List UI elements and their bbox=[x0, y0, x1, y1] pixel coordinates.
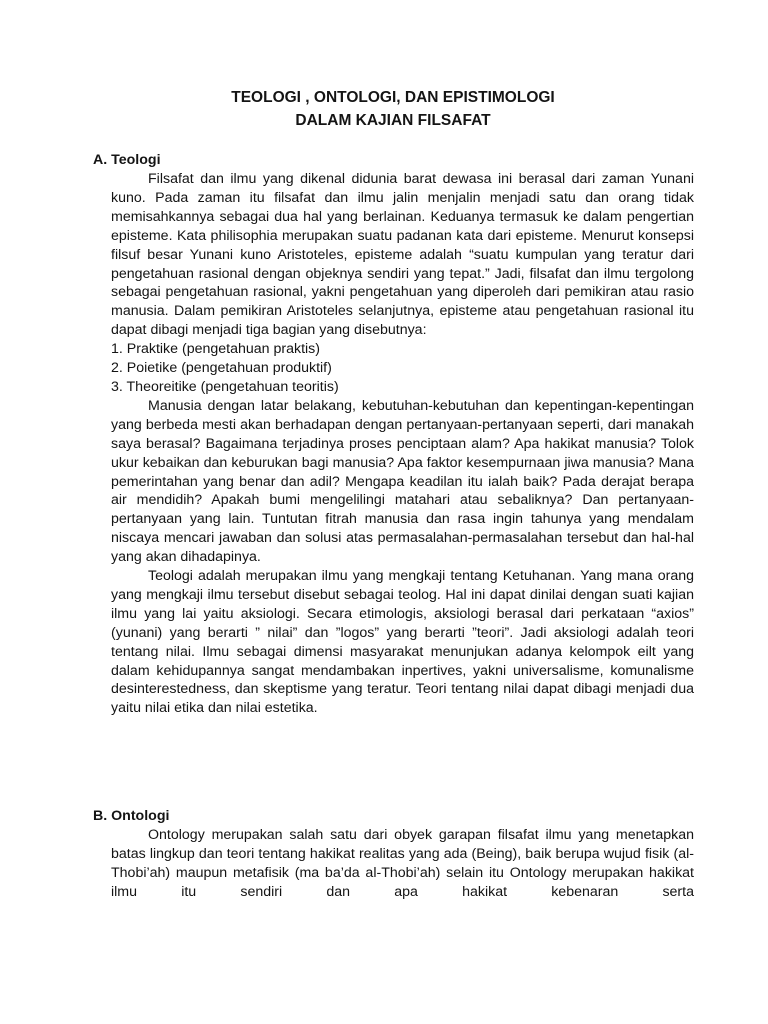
list-item: 1. Praktike (pengetahuan praktis) bbox=[111, 341, 320, 358]
section-a-body bbox=[111, 170, 694, 718]
section-a-heading: A. Teologi bbox=[93, 152, 161, 168]
section-a-paragraph-3: Teologi adalah merupakan ilmu yang mengkaji tentang Ketuhanan. Yang mana orang yang mengkaji ilmu tersebut disebut sebagai teolog. Hal ini dapat dinilai dengan suati kajian ilmu yang lai yaitu aksiologi. Secara etimologis, aksiologi berasal dari perkataan “axios” (yunani) yang berarti ” nilai” dan ”logos” yang berarti ”teori”. Jadi aksiologi adalah teori tentang nilai. Ilmu sebagai dimensi masyarakat menunjukan adanya kelompok eilt yang dalam kehidupannya sangat mendambakan inpertives, yakni universalisme, komunalisme desinterestedness, dan skeptisme yang teratur. Teori tentang nilai dapat dibagi menjadi dua yaitu nilai etika dan nilai estetika. bbox=[111, 568, 694, 717]
document-title bbox=[0, 86, 768, 132]
section-a-paragraph-1: Filsafat dan ilmu yang dikenal didunia barat dewasa ini berasal dari zaman Yunani kuno. Pada zaman itu filsafat dan ilmu jalin menjalin menjadi satu dan orang tidak memisahkannya sebagai dua hal yang berlainan. Keduanya termasuk ke dalam pengertian episteme. Kata philisophia merupakan suatu padanan kata dari episteme. Menurut konsepsi filsuf besar Yunani kuno Aristoteles, episteme adalah “suatu kumpulan yang teratur dari pengetahuan rasional dengan objeknya sendiri yang tepat.” Jadi, filsafat dan ilmu tergolong sebagai pengetahuan rasional, yakni pengetahuan yang diperoleh dari pemikiran atau rasio manusia. Dalam pemikiran Aristoteles selanjutnya, episteme atau pengetahuan rasional itu dapat dibagi menjadi tiga bagian yang disebutnya: bbox=[111, 171, 694, 339]
title-line-2: DALAM KAJIAN FILSAFAT bbox=[295, 112, 491, 129]
title-line-1: TEOLOGI , ONTOLOGI, DAN EPISTIMOLOGI bbox=[231, 89, 555, 106]
list-item: 3. Theoreitike (pengetahuan teoritis) bbox=[111, 378, 339, 395]
episteme-list bbox=[111, 340, 694, 397]
section-b-body bbox=[111, 826, 694, 902]
list-item: 2. Poietike (pengetahuan produktif) bbox=[111, 360, 332, 377]
section-a-paragraph-2: Manusia dengan latar belakang, kebutuhan-kebutuhan dan kepentingan-kepentingan yang berbeda mesti akan berhadapan dengan pertanyaan-pertanyaan seperti, dari manakah saya berasal? Bagaimana terjadinya proses penciptaan alam? Apa hakikat manusia? Tolok ukur kebaikan dan keburukan bagi manusia? Apa faktor kesempurnaan jiwa manusia? Mana pemerintahan yang benar dan adil? Mengapa keadilan itu ialah baik? Pada derajat berapa air mendidih? Apakah bumi mengelilingi matahari atau sebaliknya? Dan pertanyaan-pertanyaan yang lain. Tuntutan fitrah manusia dan rasa ingin tahunya yang mendalam niscaya mencari jawaban dan solusi atas permasalahan-permasalahan tersebut dan hal-hal yang akan dihadapinya. bbox=[111, 397, 694, 566]
section-b-paragraph-1: Ontology merupakan salah satu dari obyek garapan filsafat ilmu yang menetapkan batas lingkup dan teori tentang hakikat realitas yang ada (Being), baik berupa wujud fisik (al-Thobi’ah) maupun metafisik (ma ba’da al-Thobi’ah) selain itu Ontology merupakan hakikat ilmu itu sendiri dan apa hakikat kebenaran serta bbox=[111, 827, 694, 900]
section-b-heading: B. Ontologi bbox=[93, 808, 170, 824]
